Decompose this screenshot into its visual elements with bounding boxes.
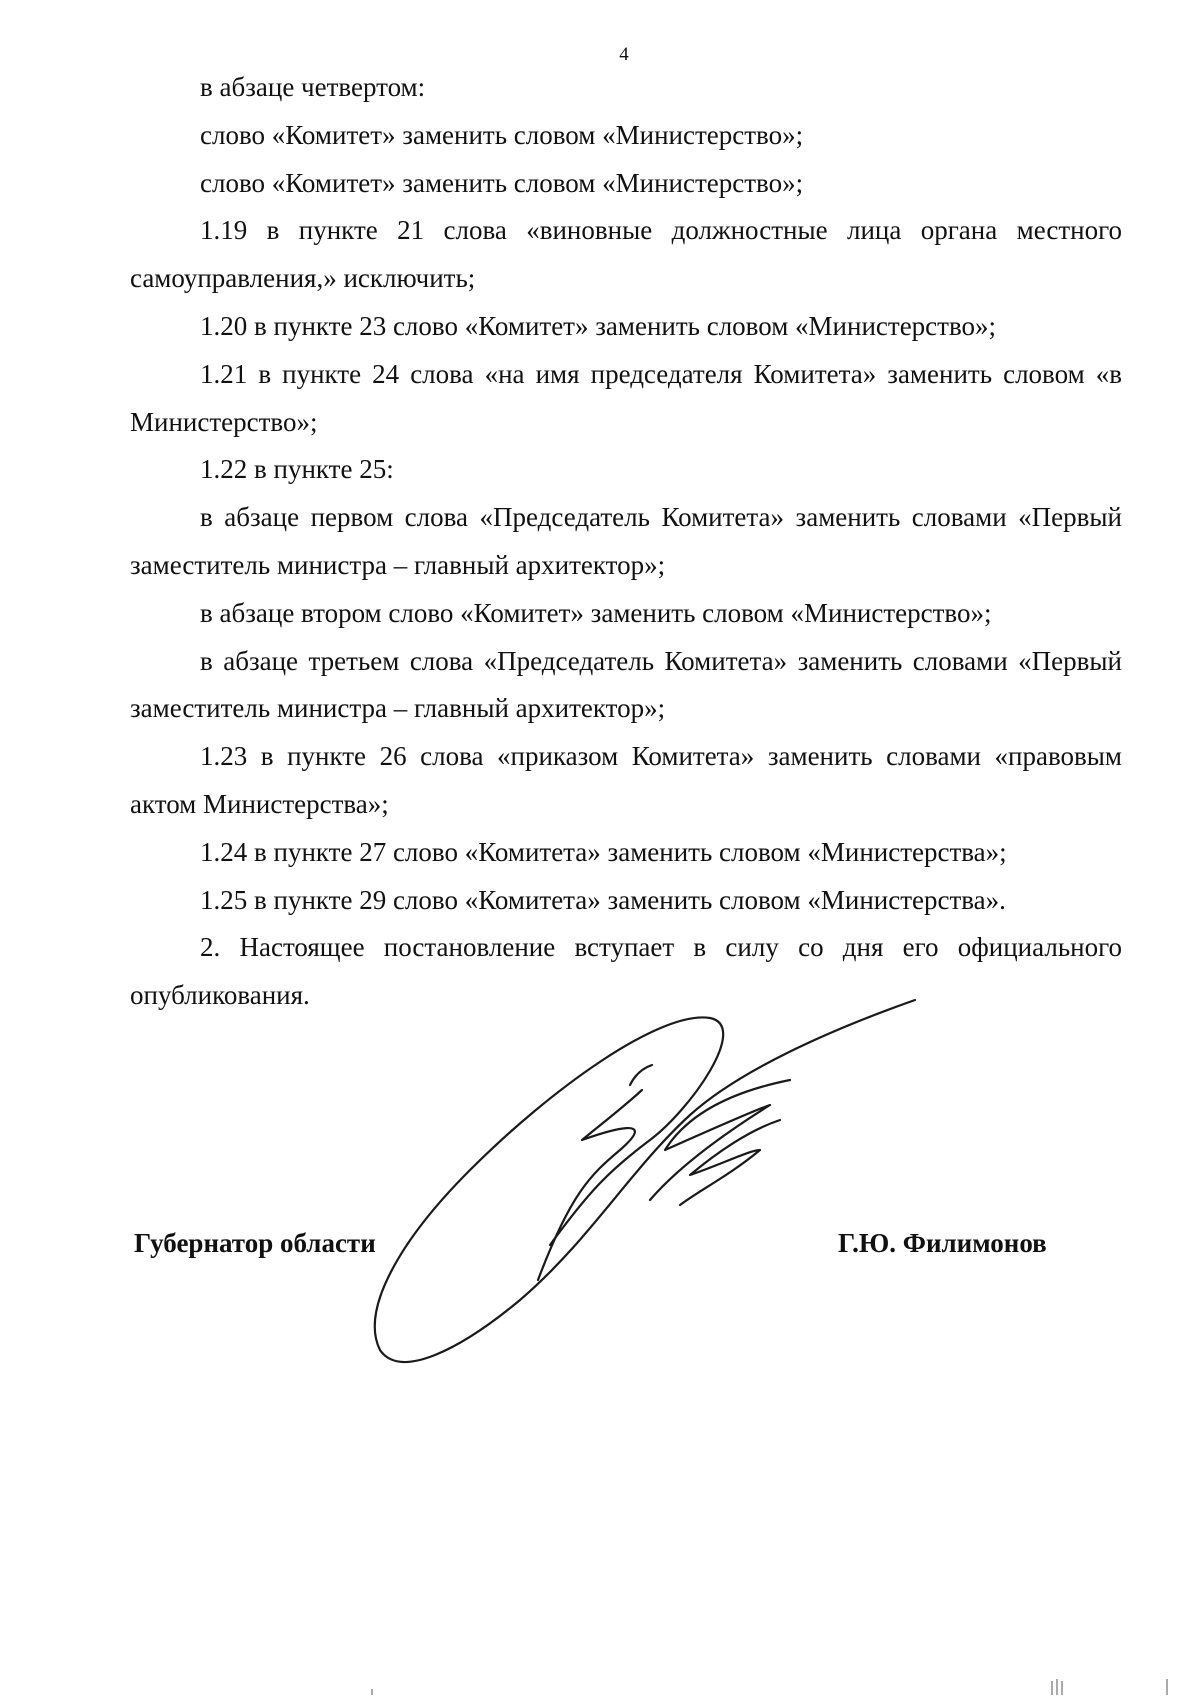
page-number: 4: [619, 44, 629, 65]
paragraph: 1.22 в пункте 25:: [200, 454, 394, 485]
signatory-name: Г.Ю. Филимонов: [838, 1228, 1047, 1258]
paragraph: 1.21 в пункте 24 слова «на имя председателя Комитета» заменить словом «в Министерство»;: [130, 358, 1122, 437]
paragraph: слово «Комитет» заменить словом «Министерство»;: [200, 167, 804, 198]
paragraph: 1.20 в пункте 23 слово «Комитет» заменить словом «Министерство»;: [200, 310, 997, 341]
paragraph: в абзаце первом слова «Председатель Комитета» заменить словами «Первый заместитель министра – главный архитектор»;: [130, 502, 1122, 580]
paragraph: слово «Комитет» заменить словом «Министерство»;: [200, 119, 804, 150]
paragraph: 2. Настоящее постановление вступает в силу со дня его официального опубликования.: [130, 932, 1122, 1011]
paragraph: в абзаце втором слово «Комитет» заменить словом «Министерство»;: [200, 597, 992, 628]
paragraph: 1.23 в пункте 26 слова «приказом Комитета» заменить словами «правовым актом Министерства»;: [130, 741, 1122, 819]
signatory-title: Губернатор области: [134, 1228, 376, 1258]
paragraph: 1.25 в пункте 29 слово «Комитета» заменить словом «Министерства».: [200, 884, 1006, 915]
paragraph: в абзаце четвертом:: [200, 72, 426, 102]
paragraph: в абзаце третьем слова «Председатель Комитета» заменить словами «Первый заместитель министра – главный архитектор»;: [130, 645, 1122, 724]
handwritten-signature: [360, 990, 940, 1380]
document-body: [130, 64, 1122, 1020]
paragraph: 1.19 в пункте 21 слова «виновные должностные лица органа местного самоуправления,» исключить;: [130, 215, 1122, 294]
paragraph: 1.24 в пункте 27 слово «Комитета» заменить словом «Министерства»;: [200, 836, 1007, 867]
scan-margin-marks: [0, 1667, 1200, 1697]
